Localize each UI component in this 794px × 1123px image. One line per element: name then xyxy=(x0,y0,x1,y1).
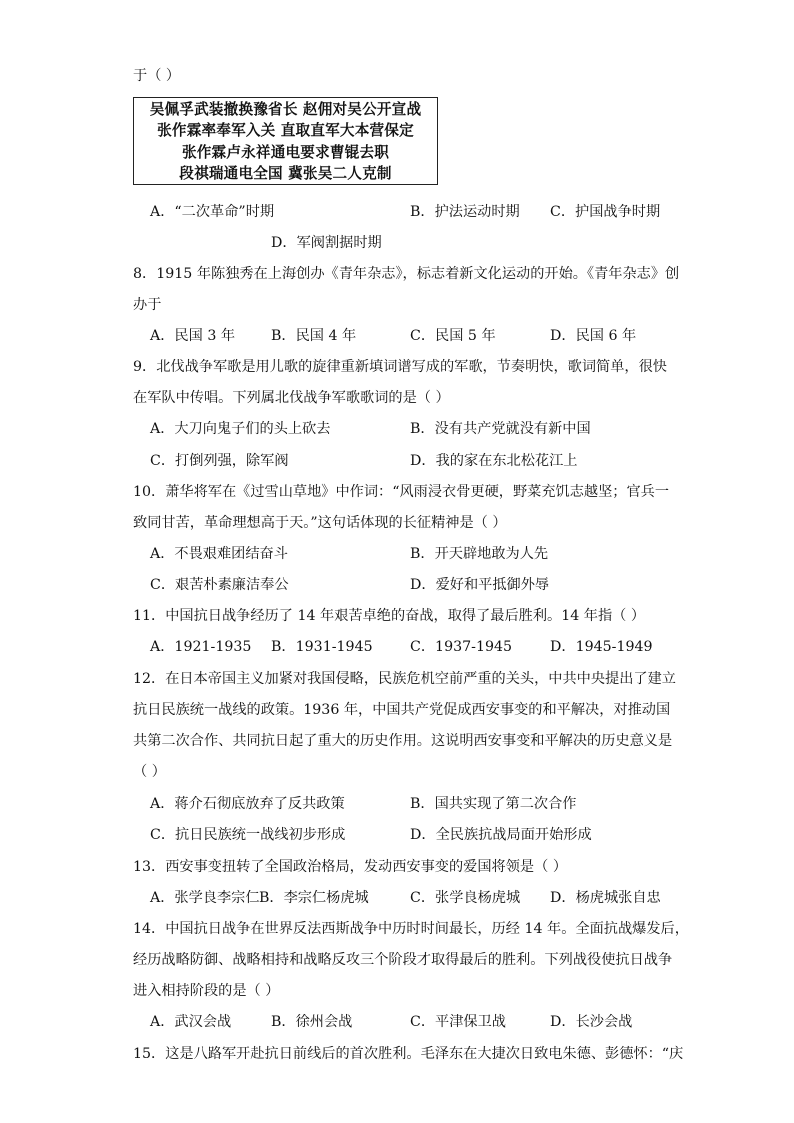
question-7-option-b[interactable]: B．护法运动时期 xyxy=(410,204,520,220)
question-10-stem-line-2: 致同甘苦，革命理想高于天。”这句话体现的长征精神是（ ） xyxy=(133,515,507,531)
question-8-stem-line-1: 8．1915 年陈独秀在上海创办《青年杂志》，标志着新文化运动的开始。《青年杂志》创 xyxy=(133,266,680,282)
question-13-stem-line-1: 13．西安事变扭转了全国政治格局，发动西安事变的爱国将领是（ ） xyxy=(133,859,568,875)
question-12-stem-line-1: 12．在日本帝国主义加紧对我国侵略，民族危机空前严重的关头，中共中央提出了建立 xyxy=(133,671,676,687)
question-11-option-b[interactable]: B．1931-1945 xyxy=(271,639,373,655)
question-7-option-a[interactable]: A．“二次革命”时期 xyxy=(150,204,275,220)
question-8-option-b[interactable]: B．民国 4 年 xyxy=(271,328,357,344)
question-12-option-b[interactable]: B．国共实现了第二次合作 xyxy=(410,796,577,812)
question-14-stem-line-1: 14．中国抗日战争在世界反法西斯战争中历时时间最长，历经 14 年。全面抗战爆发后， xyxy=(133,921,689,937)
question-12-option-c[interactable]: C．抗日民族统一战线初步形成 xyxy=(150,827,346,843)
question-7-stem-tail: 于（ ） xyxy=(133,68,181,84)
question-12-stem-line-2: 抗日民族统一战线的政策。1936 年，中国共产党促成西安事变的和平解决，对推动国 xyxy=(133,702,671,718)
box-line-4: 段祺瑞通电全国 冀张吴二人克制 xyxy=(179,165,392,182)
question-10-option-a[interactable]: A．不畏艰难团结奋斗 xyxy=(150,546,288,562)
question-14-option-d[interactable]: D．长沙会战 xyxy=(550,1014,633,1030)
box-line-1: 吴佩孚武装撤换豫省长 赵佣对吴公开宣战 xyxy=(149,101,422,118)
question-13-option-b[interactable]: B．李宗仁杨虎城 xyxy=(259,890,369,906)
question-12-stem-line-4: （ ） xyxy=(133,764,166,780)
question-10-option-b[interactable]: B．开天辟地敢为人先 xyxy=(410,546,549,562)
question-14-option-b[interactable]: B．徐州会战 xyxy=(271,1014,353,1030)
question-14-stem-line-2: 经历战略防御、战略相持和战略反攻三个阶段才取得最后的胜利。下列战役使抗日战争 xyxy=(133,952,673,968)
question-10-stem-line-1: 10．萧华将军在《过雪山草地》中作词：“风雨浸衣骨更硬，野菜充饥志越坚；官兵一 xyxy=(133,484,670,500)
question-7-option-c[interactable]: C．护国战争时期 xyxy=(550,204,661,220)
question-9-option-a[interactable]: A．大刀向鬼子们的头上砍去 xyxy=(150,421,331,437)
question-9-option-b[interactable]: B．没有共产党就没有新中国 xyxy=(410,421,591,437)
question-11-option-d[interactable]: D．1945-1949 xyxy=(550,639,653,655)
question-13-option-a[interactable]: A．张学良李宗仁 xyxy=(150,890,260,906)
question-10-option-d[interactable]: D．爱好和平抵御外辱 xyxy=(410,577,550,593)
question-11-option-c[interactable]: C．1937-1945 xyxy=(410,639,513,655)
question-9-stem-line-2: 在军队中传唱。下列属北伐战争军歌歌词的是（ ） xyxy=(133,390,450,406)
question-14-option-a[interactable]: A．武汉会战 xyxy=(150,1014,232,1030)
question-8-option-c[interactable]: C．民国 5 年 xyxy=(410,328,496,344)
question-8-option-a[interactable]: A．民国 3 年 xyxy=(150,328,236,344)
question-12-option-a[interactable]: A．蒋介石彻底放弃了反共政策 xyxy=(150,796,345,812)
question-12-option-d[interactable]: D．全民族抗战局面开始形成 xyxy=(410,827,592,843)
question-11-option-a[interactable]: A．1921-1935 xyxy=(150,639,252,655)
question-13-option-d[interactable]: D．杨虎城张自忠 xyxy=(550,890,661,906)
question-15-stem-line-1: 15．这是八路军开赴抗日前线后的首次胜利。毛泽东在大捷次日致电朱德、彭德怀：“庆 xyxy=(133,1046,684,1062)
question-14-option-c[interactable]: C．平津保卫战 xyxy=(410,1014,506,1030)
question-7-option-d[interactable]: D．军阀割据时期 xyxy=(271,235,382,251)
question-7-source-box xyxy=(133,97,438,185)
question-9-option-c[interactable]: C．打倒列强，除军阀 xyxy=(150,453,289,469)
question-14-stem-line-3: 进入相持阶段的是（ ） xyxy=(133,983,280,999)
question-11-stem-line-1: 11．中国抗日战争经历了 14 年艰苦卓绝的奋战，取得了最后胜利。14 年指（ ） xyxy=(133,608,646,624)
question-9-stem-line-1: 9．北伐战争军歌是用儿歌的旋律重新填词谱写成的军歌，节奏明快，歌词简单，很快 xyxy=(133,359,667,375)
box-line-3: 张作霖卢永祥通电要求曹锟去职 xyxy=(181,144,390,161)
question-9-option-d[interactable]: D．我的家在东北松花江上 xyxy=(410,453,578,469)
question-8-stem-line-2: 办于 xyxy=(133,297,162,313)
box-line-2: 张作霖率奉军入关 直取直军大本营保定 xyxy=(157,122,414,139)
question-10-option-c[interactable]: C．艰苦朴素廉洁奉公 xyxy=(150,577,289,593)
question-13-option-c[interactable]: C．张学良杨虎城 xyxy=(410,890,521,906)
question-12-stem-line-3: 共第二次合作、共同抗日起了重大的历史作用。这说明西安事变和平解决的历史意义是 xyxy=(133,733,673,749)
question-8-option-d[interactable]: D．民国 6 年 xyxy=(550,328,637,344)
